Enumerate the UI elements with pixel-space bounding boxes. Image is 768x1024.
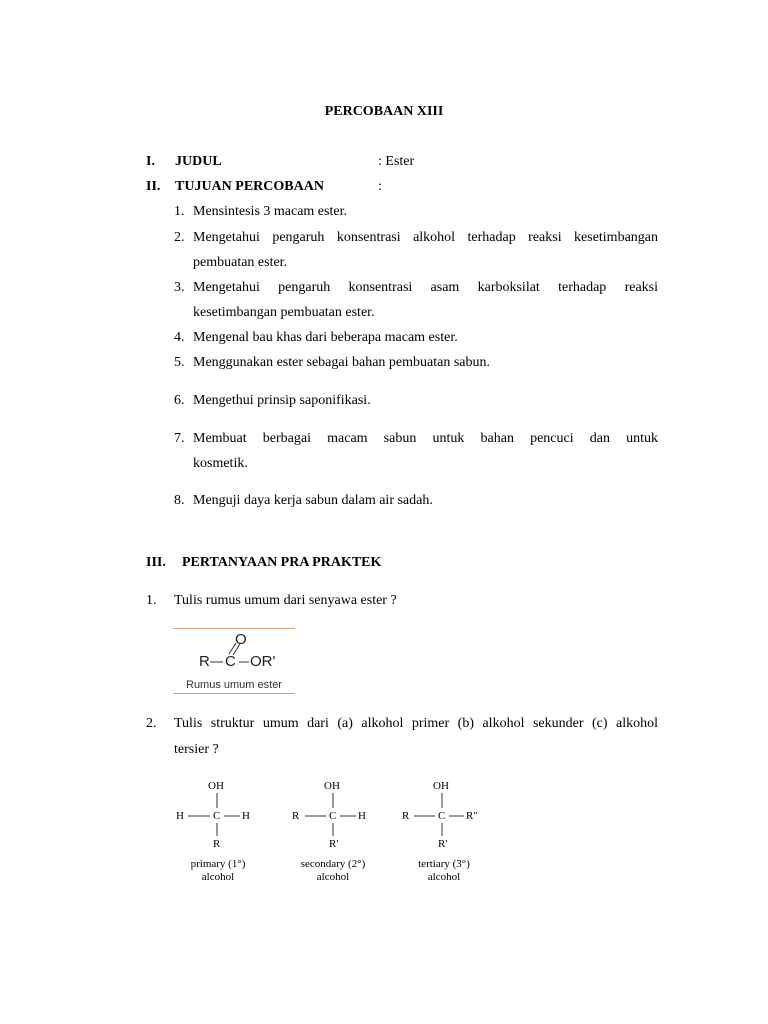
section-separator: : [378, 179, 382, 194]
structure-caption: alcohol [201, 871, 235, 883]
section-label: JUDUL [175, 154, 222, 169]
list-number: 7. [174, 431, 185, 446]
question-text-continuation: tersier ? [174, 742, 219, 757]
structure-caption: primary (1°) [190, 858, 246, 870]
alcohol-structures-figure [170, 776, 490, 891]
structure-caption: secondary (2°) [300, 858, 366, 870]
list-number: 2. [174, 230, 185, 245]
carbon-atom: C [213, 810, 221, 822]
question-text: Tulis struktur umum dari (a) alkohol primer (b) alkohol sekunder (c) alkohol [174, 716, 658, 731]
or-group: OR' [250, 653, 276, 670]
ester-formula-figure [173, 626, 295, 696]
question-number: 1. [146, 593, 157, 608]
oh-group: OH [208, 780, 224, 792]
list-number: 3. [174, 280, 185, 295]
right-substituent: H [358, 810, 366, 822]
carbon-atom: C [329, 810, 337, 822]
right-substituent: H [242, 810, 250, 822]
section-value: : Ester [378, 154, 415, 169]
list-item: Menguji daya kerja sabun dalam air sadah. [193, 493, 433, 508]
oh-group: OH [433, 780, 449, 792]
structure-caption: alcohol [427, 871, 461, 883]
right-substituent: R" [466, 810, 478, 822]
list-item: Menggunakan ester sebagai bahan pembuatan sabun. [193, 355, 491, 370]
left-substituent: R [402, 810, 410, 822]
list-item-continuation: kosmetik. [193, 456, 248, 471]
list-item-continuation: pembuatan ester. [193, 255, 288, 270]
list-number: 1. [174, 204, 185, 219]
section-number: III. [146, 555, 166, 570]
structure-caption: tertiary (3°) [418, 858, 470, 870]
tertiary-alcohol-structure [398, 776, 490, 891]
list-item-continuation: kesetimbangan pembuatan ester. [193, 305, 375, 320]
list-item: Mengenal bau khas dari beberapa macam ester. [193, 330, 458, 345]
page-title: PERCOBAAN XIII [324, 104, 444, 119]
carbon-atom: C [225, 653, 236, 670]
list-number: 4. [174, 330, 185, 345]
list-number: 6. [174, 393, 185, 408]
primary-alcohol-structure [170, 776, 266, 891]
list-number: 8. [174, 493, 185, 508]
left-substituent: H [176, 810, 184, 822]
oxygen-atom: O [235, 631, 247, 648]
oh-group: OH [324, 780, 340, 792]
list-item: Mengethui prinsip saponifikasi. [193, 393, 371, 408]
left-substituent: R [292, 810, 300, 822]
figure-caption: Rumus umum ester [186, 679, 282, 691]
list-item: Mensintesis 3 macam ester. [193, 204, 347, 219]
list-item: Membuat berbagai macam sabun untuk bahan pencuci dan untuk [193, 431, 658, 446]
section-label: TUJUAN PERCOBAAN [175, 179, 324, 194]
list-item: Mengetahui pengaruh konsentrasi asam karboksilat terhadap reaksi [193, 280, 658, 295]
section-number: I. [146, 154, 155, 169]
structure-caption: alcohol [316, 871, 350, 883]
secondary-alcohol-structure [283, 776, 383, 891]
section-label: PERTANYAAN PRA PRAKTEK [182, 555, 382, 570]
question-text: Tulis rumus umum dari senyawa ester ? [174, 593, 397, 608]
r-group: R [199, 653, 210, 670]
list-item: Mengetahui pengaruh konsentrasi alkohol terhadap reaksi kesetimbangan [193, 230, 658, 245]
bottom-substituent: R' [438, 838, 448, 850]
carbon-atom: C [438, 810, 446, 822]
list-number: 5. [174, 355, 185, 370]
question-number: 2. [146, 716, 157, 731]
bottom-substituent: R' [329, 838, 339, 850]
bottom-substituent: R [213, 838, 221, 850]
section-number: II. [146, 179, 161, 194]
